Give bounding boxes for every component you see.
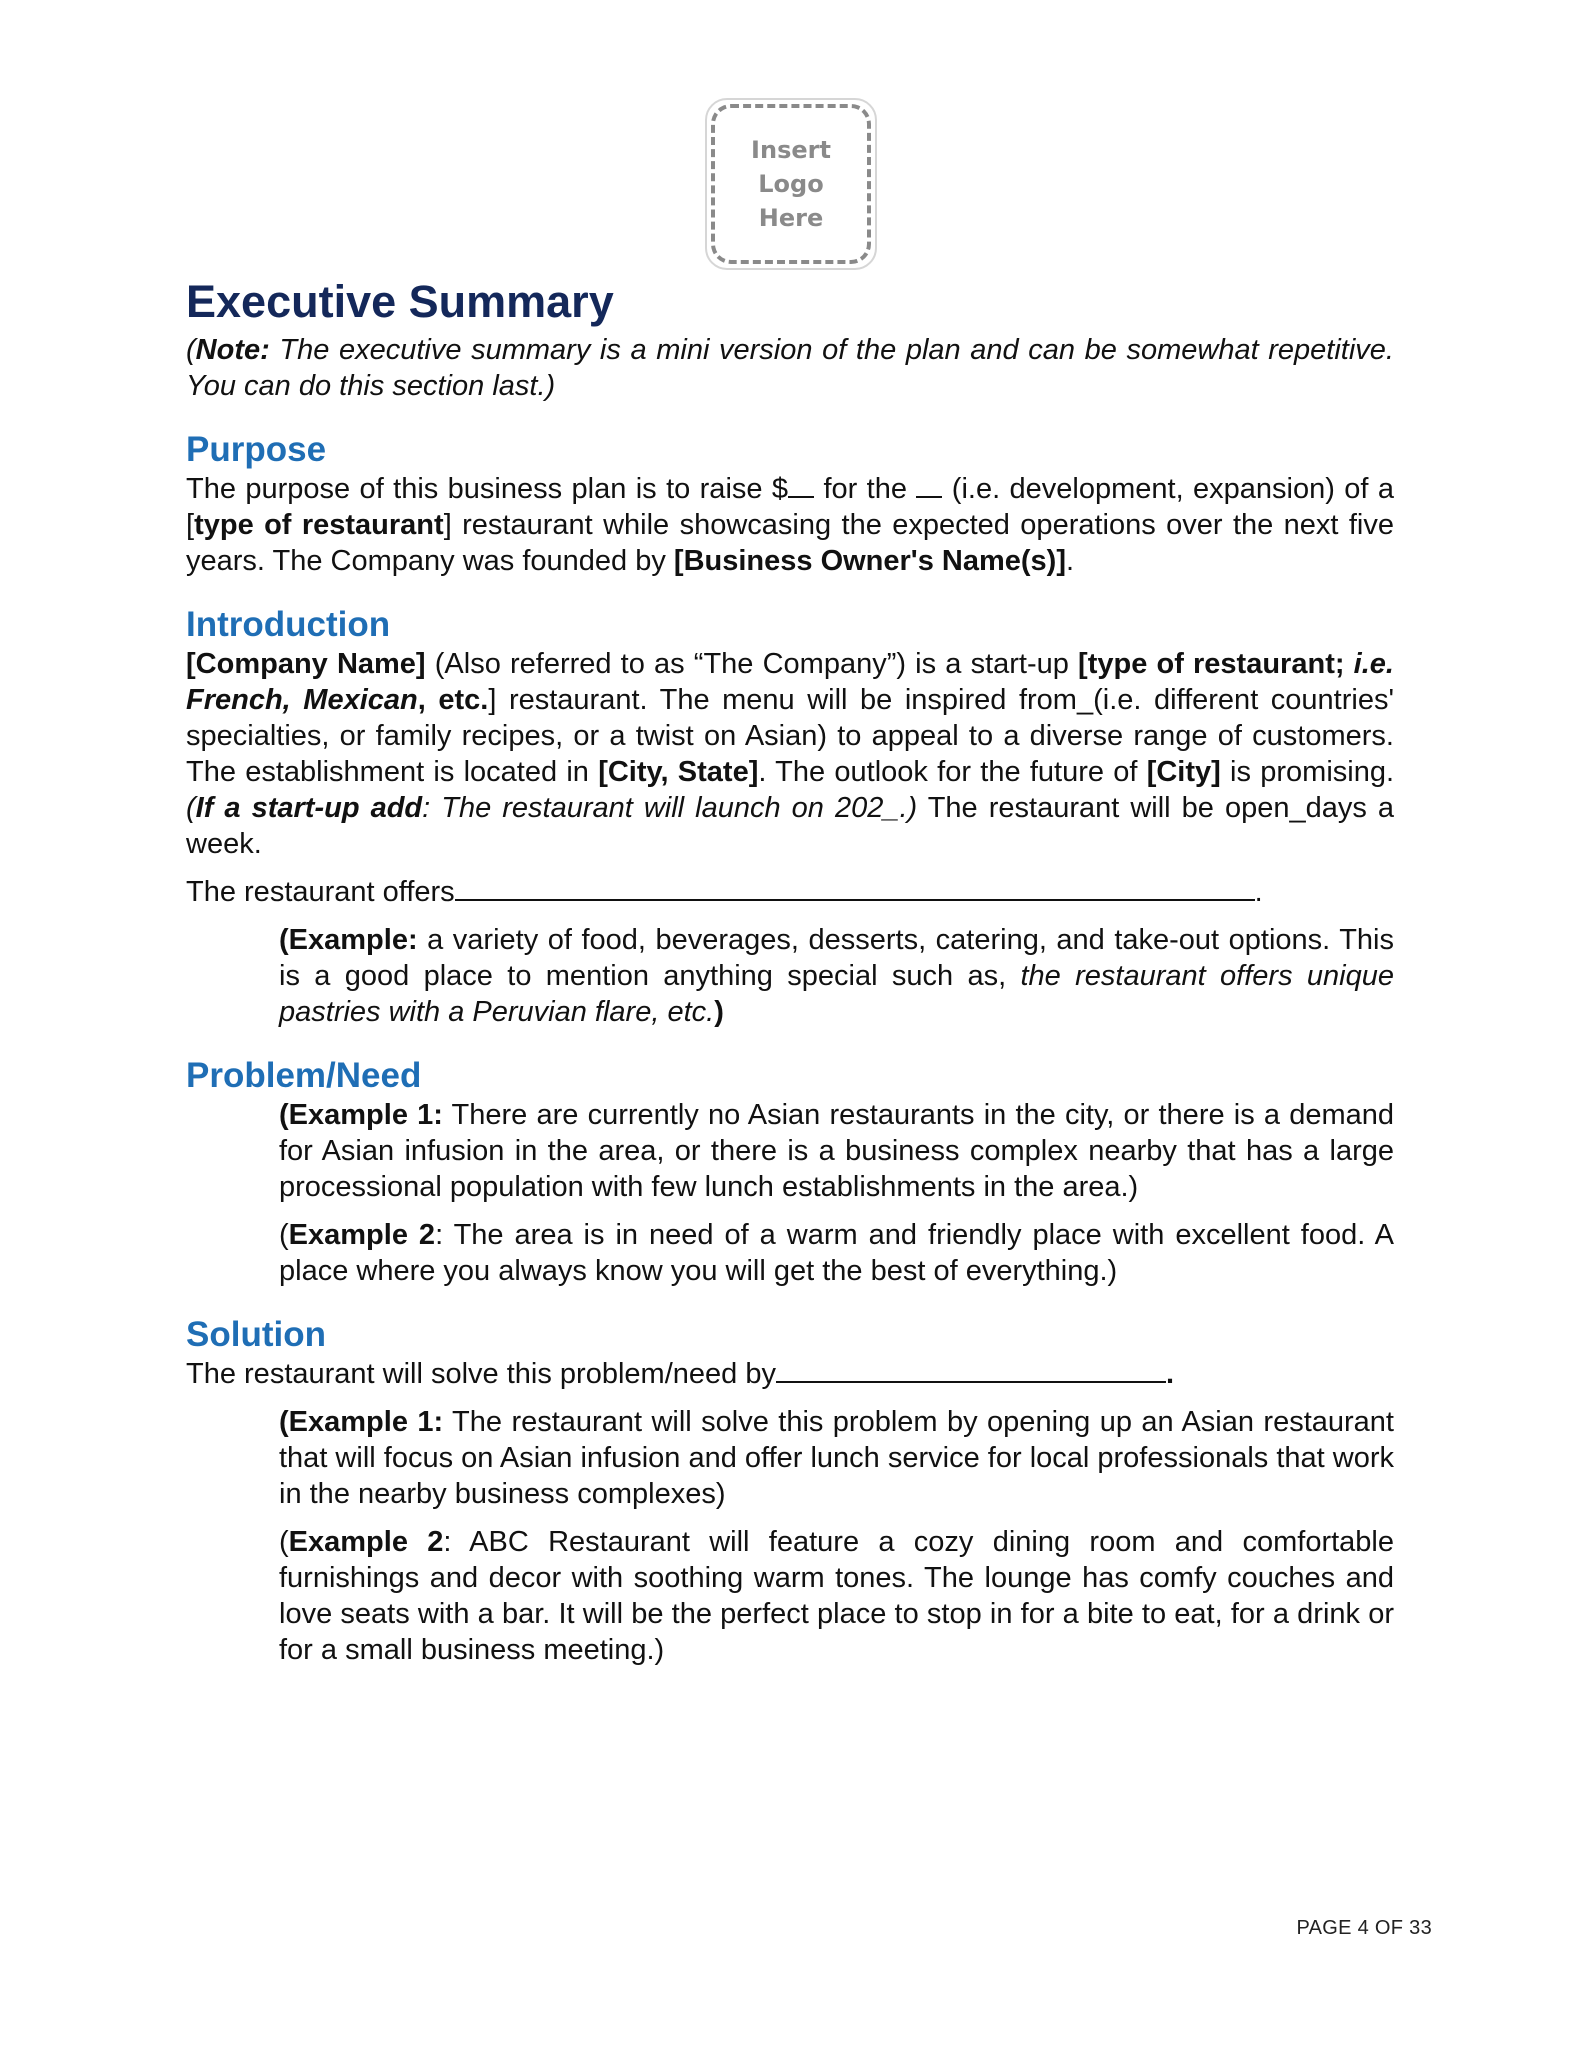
logo-placeholder (705, 98, 877, 270)
problem-example-1: (Example 1: There are currently no Asian restaurants in the city, or there is a demand for Asian infusion in the area, or there is a business complex nearby that has a large processional population with few lunch establishments in the area.) (279, 1099, 1394, 1203)
blank-line (455, 875, 1255, 901)
section-heading-solution: Solution (186, 1315, 326, 1354)
page-title: Executive Summary (186, 276, 614, 327)
logo-dashed-frame (711, 104, 871, 264)
document-body (186, 272, 1394, 1668)
logo-text-line: Logo (758, 170, 824, 198)
section-heading-problem: Problem/Need (186, 1056, 422, 1095)
section-heading-introduction: Introduction (186, 605, 391, 644)
blank-line (788, 472, 814, 498)
offers-line: The restaurant offers . (186, 876, 1263, 908)
blank-line (916, 472, 942, 498)
purpose-paragraph: The purpose of this business plan is to raise $ for the (i.e. development, expansion) of a [type of restaurant] restaurant while showcasing the expected operations over the next five years. The Company was founded by [Business Owner's Name(s)]. (186, 473, 1395, 577)
page-number: PAGE 4 OF 33 (1296, 1917, 1432, 1939)
introduction-paragraph: [Company Name] (Also referred to as “The Company”) is a start-up [type of restaurant; i.e. French, Mexican, etc.] restaurant. The menu will be inspired from_(i.e. different countries' specialties, or family recipes, or a twist on Asian) to appeal to a diverse range of customers. The establishment is located in [City, State]. The outlook for the future of [City] is promising. (If a start-up add: The restaurant will launch on 202_.) The restaurant will be open_days a week. (186, 648, 1395, 860)
problem-example-2: (Example 2: The area is in need of a warm and friendly place with excellent food. A place where you always know you will get the best of everything.) (279, 1219, 1394, 1287)
logo-text-line: Insert (751, 136, 831, 164)
solution-example-1: (Example 1: The restaurant will solve this problem by opening up an Asian restaurant that will focus on Asian infusion and offer lunch service for local professionals that work in the nearby business complexes) (279, 1406, 1394, 1510)
offers-example: (Example: a variety of food, beverages, desserts, catering, and take-out options. This is a good place to mention anything special such as, the restaurant offers unique pastries with a Peruvian flare, etc.) (279, 924, 1395, 1028)
note-paragraph: (Note: The executive summary is a mini version of the plan and can be somewhat repetitive. You can do this section last.) (186, 334, 1394, 402)
blank-line (776, 1357, 1166, 1383)
logo-text-line: Here (758, 204, 824, 232)
solution-line: The restaurant will solve this problem/need by . (186, 1358, 1175, 1390)
solution-example-2: (Example 2: ABC Restaurant will feature a cozy dining room and comfortable furnishings and decor with soothing warm tones. The lounge has comfy couches and love seats with a bar. It will be the perfect place to stop in for a bite to eat, for a drink or for a small business meeting.) (279, 1526, 1394, 1666)
section-heading-purpose: Purpose (186, 430, 327, 469)
